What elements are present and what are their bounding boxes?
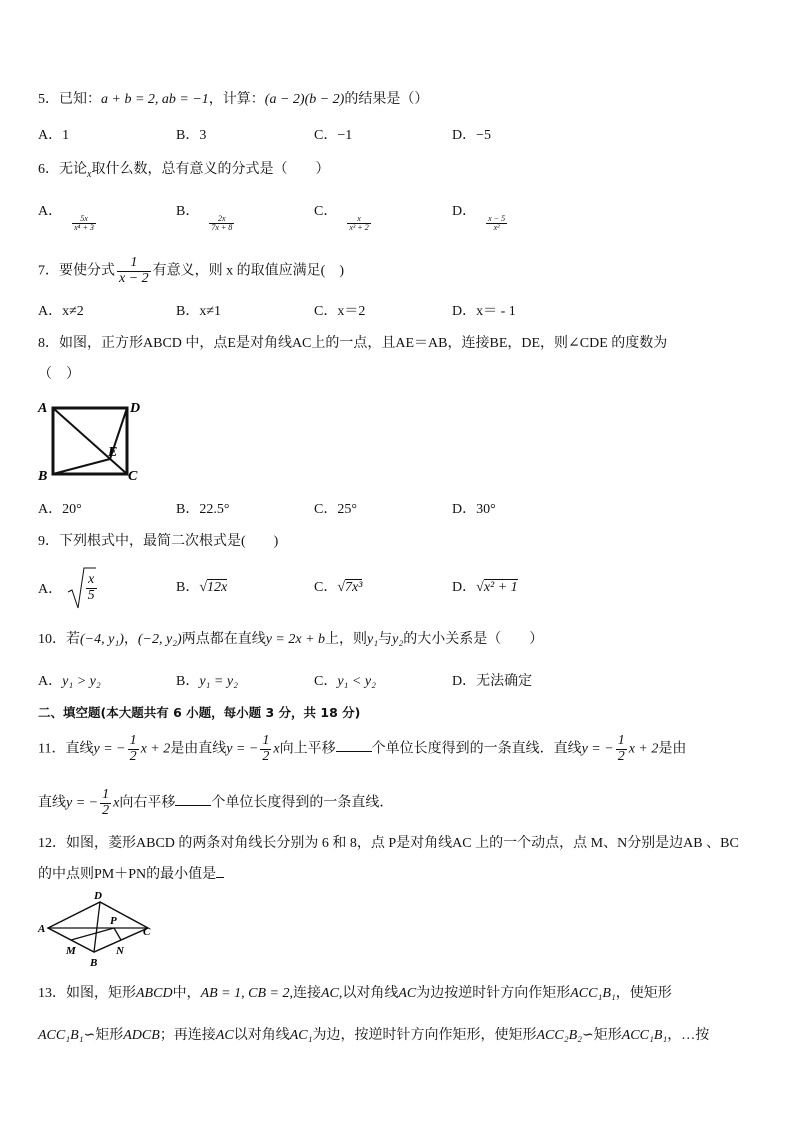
q10-stem-e: 的大小关系是（ ）: [403, 632, 544, 647]
q11-e: 是由: [658, 741, 687, 757]
q10-point-1: (−4, y₁): [80, 632, 124, 647]
option-label: C．: [314, 128, 338, 143]
q13-acc1b1: ACC₁B₁: [570, 986, 616, 1001]
denominator: 7x + 8: [211, 223, 233, 233]
q10-sep: ，: [123, 632, 138, 647]
option-label: C．: [314, 204, 338, 219]
rhombus-abcd: [48, 902, 148, 952]
denominator: 2: [617, 748, 625, 764]
q12-rhombus-figure: [36, 888, 160, 970]
q13-c: ,连接: [289, 986, 321, 1001]
option-text: x≠1: [199, 304, 222, 319]
q13-line-1: [38, 982, 672, 1002]
q5-option-b[interactable]: [176, 124, 206, 144]
q6-option-b[interactable]: [176, 200, 233, 233]
q11-line2-c: 个单位长度得到的一条直线．: [211, 795, 394, 811]
option-label: D．: [452, 304, 477, 319]
numerator: 1: [102, 787, 110, 802]
q9-option-c[interactable]: [314, 576, 362, 596]
q5-option-d[interactable]: [452, 124, 491, 144]
q13-line2-f: ∽矩形: [581, 1028, 622, 1043]
q11-d: 个单位长度得到的一条直线．直线: [371, 741, 582, 757]
q11-x-2: x: [113, 795, 120, 811]
radical: √12x: [199, 579, 228, 595]
denominator: x³ + 2: [349, 223, 369, 233]
label-n: N: [116, 945, 124, 957]
q5-mid: ，计算：: [208, 92, 265, 107]
q7-fraction: [117, 256, 151, 286]
option-label: C．: [314, 674, 338, 689]
denominator: x²: [493, 223, 500, 233]
q13-line-2: [38, 1024, 709, 1044]
numerator: 1: [617, 733, 625, 748]
q13-ac-2: AC: [398, 986, 417, 1001]
q12-line-1: 12．如图，菱形ABCD 的两条对角线长分别为 6 和 8，点 P是对角线AC 上的一个动点，点 M、N分别是边AB 、BC: [38, 836, 739, 851]
q13-adcb: ADCB: [123, 1028, 160, 1043]
q5-suffix: 的结果是（）: [344, 92, 429, 107]
q8-option-c[interactable]: [314, 498, 357, 518]
diagonal-bd: [94, 902, 100, 952]
radicand: x² + 1: [483, 579, 518, 595]
option-text: y₁ > y₂: [62, 674, 101, 689]
q10-stem: [38, 628, 543, 648]
option-text: −1: [337, 128, 353, 143]
radicand: 7x³: [345, 579, 363, 595]
q13-line2-d: 以对角线: [233, 1028, 290, 1043]
q13-line2-ac: AC: [215, 1028, 234, 1043]
numerator: x − 5: [488, 213, 506, 223]
q8-option-b[interactable]: [176, 498, 229, 518]
option-label: A．: [38, 204, 63, 219]
q13-line2-g: ，…按: [667, 1028, 710, 1043]
q12-line2-text: 的中点则PM＋PN的最小值是: [38, 867, 217, 882]
q12-answer-blank[interactable]: [216, 865, 224, 878]
q13-e: 为边按逆时针方向作矩形: [416, 986, 571, 1001]
q8-option-a[interactable]: [38, 498, 82, 518]
option-text: x＝2: [337, 304, 366, 319]
label-c: C: [128, 469, 138, 482]
option-label: D．: [452, 580, 477, 595]
denominator: x⁴ + 3: [74, 223, 94, 233]
option-label: A．: [38, 674, 63, 689]
q11-x-plus-2-b: x + 2: [628, 741, 659, 757]
q11-line2-b: 向右平移: [119, 795, 176, 811]
option-label: C．: [314, 502, 338, 517]
q13-f: ，使矩形: [615, 986, 672, 1001]
label-a: A: [38, 401, 48, 416]
radicand: 12x: [207, 579, 228, 595]
option-label: B．: [176, 674, 200, 689]
q11-half-1: [128, 734, 139, 764]
option-text: 3: [199, 128, 207, 143]
q6-var: x: [87, 168, 92, 180]
label-a: A: [38, 923, 46, 935]
option-text: 22.5°: [199, 502, 230, 517]
option-label: B．: [176, 204, 200, 219]
q12-line-2: [38, 863, 224, 883]
option-label: A．: [38, 582, 63, 597]
q11-y-eq-2: y = −: [226, 741, 259, 757]
q7-option-c[interactable]: [314, 300, 365, 320]
option-label: B．: [176, 580, 200, 595]
option-label: B．: [176, 128, 200, 143]
q8-stem-2: （ ）: [38, 367, 80, 382]
fraction: [486, 215, 507, 233]
q11-y-eq: y = −: [93, 741, 126, 757]
q13-line2-c: ；再连接: [159, 1028, 216, 1043]
option-label: D．: [452, 674, 477, 689]
q11-x-plus-2: x + 2: [140, 741, 171, 757]
label-b: B: [38, 469, 48, 482]
q11-line-2: [38, 788, 393, 818]
segment-be: [53, 459, 110, 474]
q13-acc1b1-b: ACC₁B₁: [621, 1028, 668, 1043]
denominator: 2: [102, 802, 110, 818]
q10-y2: y₂: [392, 632, 404, 647]
q7-option-d[interactable]: [452, 300, 516, 320]
label-e: E: [108, 445, 118, 460]
q11-line-1: [38, 734, 686, 764]
option-label: D．: [452, 502, 477, 517]
q11-line2-a: 直线: [38, 795, 66, 811]
q11-x: x: [273, 741, 280, 757]
option-label: C．: [314, 580, 338, 595]
q11-half-4: [100, 788, 111, 818]
q9-option-b[interactable]: [176, 576, 227, 596]
q6-option-a[interactable]: [38, 200, 94, 233]
numerator: 1: [262, 733, 270, 748]
q7-option-b[interactable]: [176, 300, 221, 320]
option-label: A．: [38, 128, 63, 143]
q5-option-a[interactable]: [38, 124, 69, 144]
q5-expr: (a − 2)(b − 2): [264, 92, 345, 107]
q5-given: a + b = 2, ab = −1: [101, 92, 209, 107]
radical: √x² + 1: [476, 579, 518, 595]
option-text: x＝ - 1: [476, 304, 516, 319]
numerator: x: [86, 573, 97, 589]
q10-stem-a: 10．若: [38, 632, 80, 647]
q9-option-d[interactable]: [452, 576, 518, 596]
q10-stem-d: 与: [378, 632, 393, 647]
q11-y-eq-4: y = −: [66, 795, 99, 811]
q13-line2-b: ∽矩形: [83, 1028, 124, 1043]
q8-option-d[interactable]: [452, 498, 496, 518]
q11-answer-blank-1[interactable]: [336, 739, 372, 752]
q13-b: 中，: [172, 986, 201, 1001]
q6-stem-a: 6．无论: [38, 162, 87, 177]
q13-ac: AC: [320, 986, 339, 1001]
q11-c: 向上平移: [279, 741, 336, 757]
section-heading-fill-in: 二、填空题(本大题共有 6 小题，每小题 3 分，共 18 分): [38, 705, 361, 720]
q13-cond: AB = 1, CB = 2: [200, 986, 290, 1001]
option-label: D．: [452, 128, 477, 143]
q5-option-c[interactable]: [314, 124, 352, 144]
q11-answer-blank-2[interactable]: [175, 793, 211, 806]
option-text: x≠2: [62, 304, 84, 319]
label-c: C: [143, 926, 151, 938]
q11-half-2: [260, 734, 271, 764]
option-text: 无法确定: [476, 674, 533, 689]
option-label: D．: [452, 204, 477, 219]
q11-half-3: [616, 734, 627, 764]
q7-option-a[interactable]: [38, 300, 84, 320]
option-text: 25°: [337, 502, 357, 517]
q13-a: 13．如图，矩形: [38, 986, 136, 1001]
segment-pm: [71, 928, 114, 940]
label-m: M: [66, 945, 76, 957]
q11-b: 是由直线: [170, 741, 227, 757]
numerator: 5x: [72, 215, 96, 224]
q8-square-figure: [36, 398, 148, 482]
option-text: y₁ < y₂: [337, 674, 376, 689]
q10-option-a[interactable]: [38, 670, 101, 690]
numerator: 2x: [209, 215, 234, 224]
q10-option-d[interactable]: [452, 670, 532, 690]
q9-option-a[interactable]: [38, 566, 99, 610]
option-text: 1: [62, 128, 70, 143]
numerator: 1: [117, 256, 151, 272]
label-b: B: [90, 957, 98, 969]
q7-stem-b: 有意义，则 x 的取值应满足( ): [152, 263, 344, 279]
q11-a: 11．直线: [38, 741, 94, 757]
q6-stem-b: 取什么数，总有意义的分式是（ ）: [91, 162, 330, 177]
option-label: A．: [38, 304, 63, 319]
fraction: [72, 215, 96, 233]
q7-stem-a: 7．要使分式: [38, 263, 115, 279]
fraction: [209, 215, 234, 233]
q8-stem: 8．如图，正方形ABCD 中，点E是对角线AC上的一点，且AE＝AB，连接BE，DE，则∠CDE 的度数为: [38, 336, 668, 351]
q11-y-eq-3: y = −: [581, 741, 614, 757]
q13-ac1: AC₁: [289, 1028, 313, 1043]
q9-a-fraction: [86, 573, 97, 603]
q10-option-c[interactable]: [314, 670, 376, 690]
fraction: [347, 215, 370, 233]
q7-stem: [38, 256, 344, 286]
q6-stem: [38, 158, 329, 180]
q13-abcd: ABCD: [136, 986, 173, 1001]
q13-acc2b2: ACC₂B₂: [536, 1028, 582, 1043]
option-label: B．: [176, 502, 200, 517]
q6-option-d[interactable]: [452, 200, 506, 233]
option-label: A．: [38, 502, 63, 517]
q10-point-2: (−2, y₂): [137, 632, 182, 647]
q10-y1: y₁: [367, 632, 379, 647]
denominator: 5: [87, 587, 95, 603]
q5-stem: [38, 88, 428, 108]
q10-stem-c: 上，则: [325, 632, 368, 647]
denominator: 2: [129, 748, 137, 764]
q10-stem-b: 两点都在直线: [181, 632, 266, 647]
option-label: C．: [314, 304, 338, 319]
denominator: x − 2: [119, 270, 149, 286]
segment-pn: [114, 928, 121, 940]
option-text: y₁ = y₂: [199, 674, 238, 689]
q13-d: ,以对角线: [338, 986, 399, 1001]
q10-option-b[interactable]: [176, 670, 238, 690]
q6-option-c[interactable]: [314, 200, 369, 233]
q13-line2-e: 为边，按逆时针方向作矩形，使矩形: [312, 1028, 537, 1043]
label-d: D: [130, 401, 141, 416]
q9-stem: 9．下列根式中，最简二次根式是( ): [38, 534, 279, 549]
q5-prefix: 5．已知：: [38, 92, 101, 107]
label-p: P: [110, 915, 117, 927]
q13-line2-acc1b1: ACC₁B₁: [38, 1028, 84, 1043]
numerator: x: [347, 215, 370, 224]
option-text: −5: [476, 128, 492, 143]
label-d: D: [94, 890, 102, 902]
q10-line-eq: y = 2x + b: [265, 632, 326, 647]
denominator: 2: [262, 748, 270, 764]
option-label: B．: [176, 304, 200, 319]
option-text: 20°: [62, 502, 82, 517]
option-text: 30°: [476, 502, 496, 517]
numerator: 1: [129, 733, 137, 748]
radical: √7x³: [337, 579, 363, 595]
